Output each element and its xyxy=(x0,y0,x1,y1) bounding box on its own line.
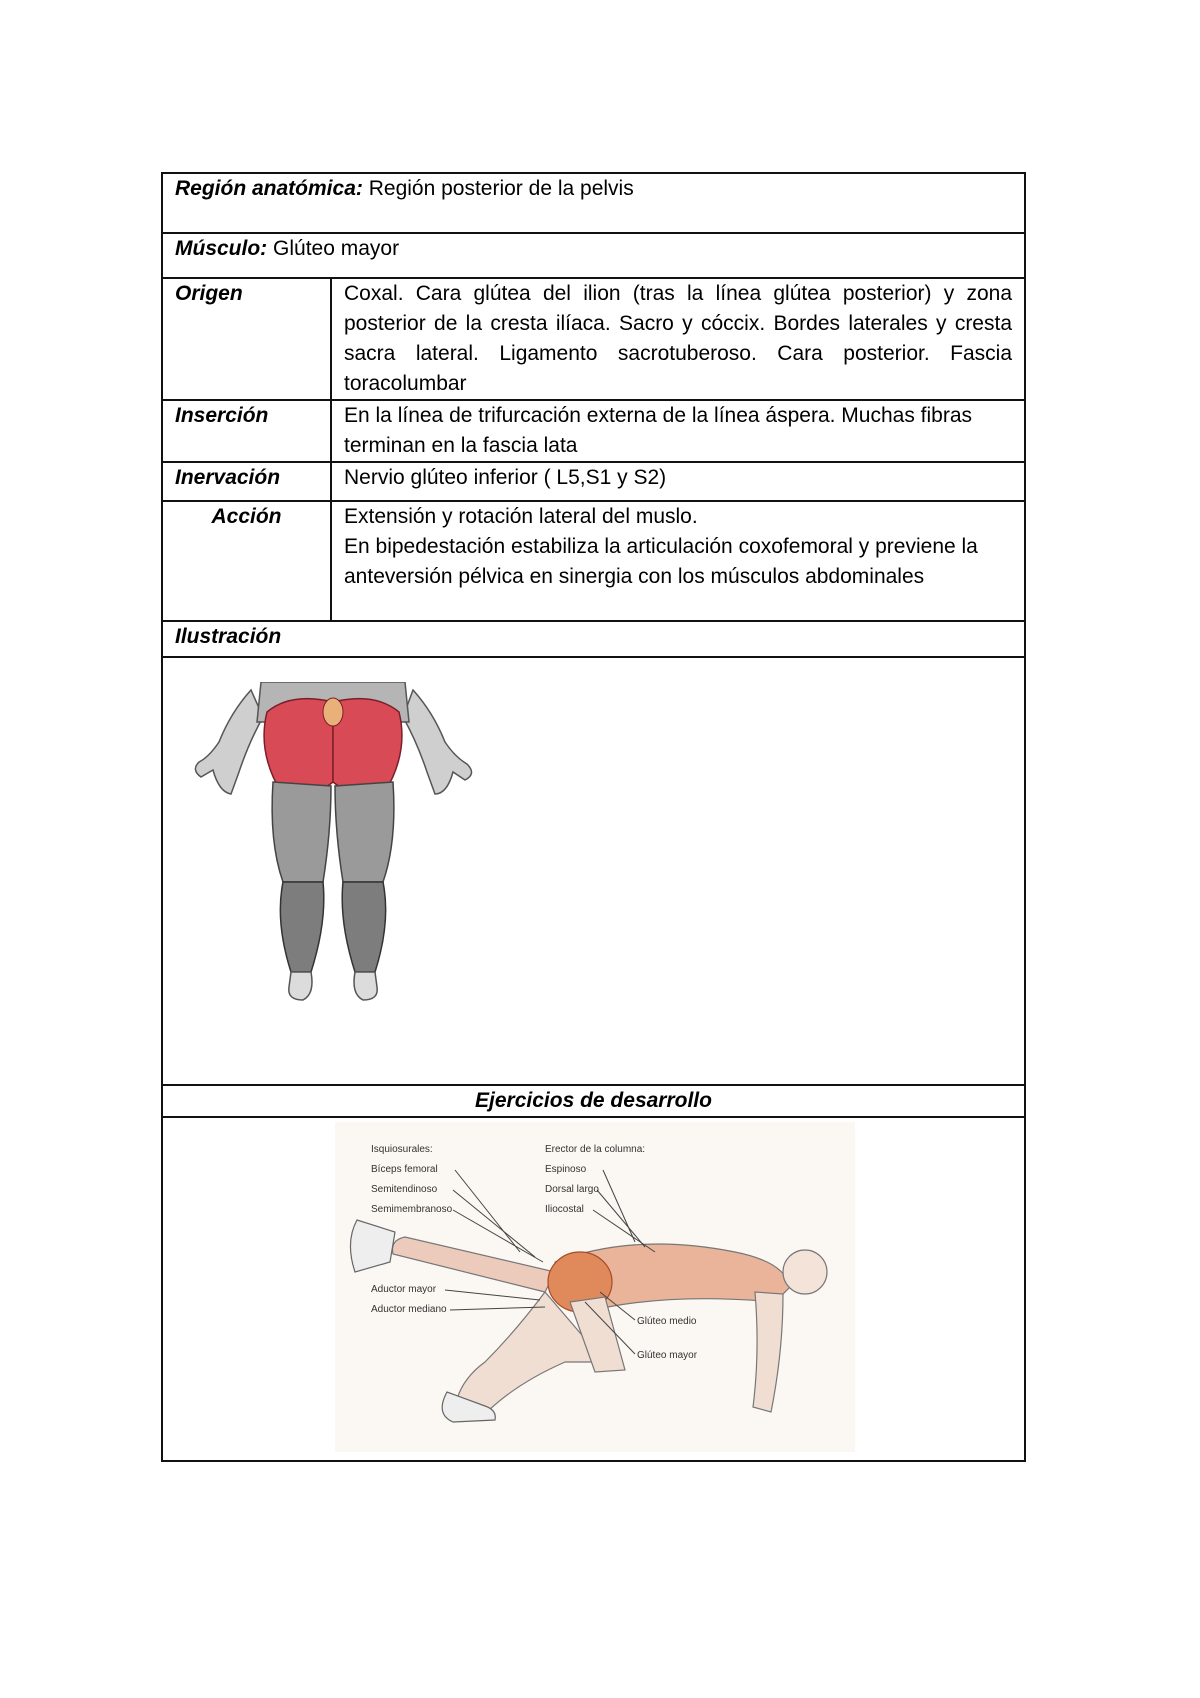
region-label: Región anatómica: xyxy=(175,177,363,200)
inervacion-label: Inervación xyxy=(162,462,331,501)
origen-label: Origen xyxy=(162,278,331,400)
accion-row xyxy=(162,501,1025,621)
label-aductor-mayor: Aductor mayor xyxy=(371,1284,437,1295)
left-foot xyxy=(289,972,312,1000)
muscle-sheet-table xyxy=(161,172,1026,1462)
musculo-row xyxy=(162,233,1025,278)
label-aductor-mediano: Aductor mediano xyxy=(371,1304,447,1315)
left-calf xyxy=(280,882,323,972)
exercise-row xyxy=(162,1117,1025,1461)
insercion-value: En la línea de trifurcación externa de la línea áspera. Muchas fibras terminan en la fascia lata xyxy=(331,400,1025,462)
illustration-row xyxy=(162,657,1025,1085)
label-iliocostal: Iliocostal xyxy=(545,1204,584,1215)
label-dorsal-largo: Dorsal largo xyxy=(545,1184,599,1195)
label-erector: Erector de la columna: xyxy=(545,1144,646,1155)
accion-line-1: Extensión y rotación lateral del muslo. xyxy=(344,505,698,528)
label-isquiosurales: Isquiosurales: xyxy=(371,1144,433,1155)
right-arm xyxy=(403,690,472,794)
label-semimembranoso: Semimembranoso xyxy=(371,1204,453,1215)
inervacion-value: Nervio glúteo inferior ( L5,S1 y S2) xyxy=(331,462,1025,501)
ilustracion-row xyxy=(162,621,1025,657)
label-semitendinoso: Semitendinoso xyxy=(371,1184,438,1195)
region-value: Región posterior de la pelvis xyxy=(368,177,634,200)
left-arm xyxy=(195,690,263,794)
label-gluteo-medio: Glúteo medio xyxy=(637,1316,697,1327)
ejercicios-row xyxy=(162,1085,1025,1117)
accion-label: Acción xyxy=(162,501,331,621)
origen-value: Coxal. Cara glútea del ilion (tras la línea glútea posterior) y zona posterior de la cresta ilíaca. Sacro y cóccix. Bordes laterales y cresta sacra lateral. Ligamento sacrotuberoso. Cara posterior. Fascia toracolumbar xyxy=(331,278,1025,400)
exercise-illustration xyxy=(335,1122,855,1452)
ilustracion-label: Ilustración xyxy=(162,621,1025,657)
musculo-value: Glúteo mayor xyxy=(273,237,400,260)
inervacion-row xyxy=(162,462,1025,501)
label-espinoso: Espinoso xyxy=(545,1164,587,1175)
ejercicios-label: Ejercicios de desarrollo xyxy=(162,1085,1025,1117)
insercion-label: Inserción xyxy=(162,400,331,462)
right-foot xyxy=(354,972,377,1000)
region-row xyxy=(162,173,1025,233)
head xyxy=(783,1250,827,1294)
sacrum xyxy=(323,698,343,726)
insercion-row xyxy=(162,400,1025,462)
accion-line-2: En bipedestación estabiliza la articulación coxofemoral y previene la anteversión pélvica en sinergia con los músculos abdominales xyxy=(344,535,978,588)
label-biceps-femoral: Bíceps femoral xyxy=(371,1164,438,1175)
musculo-label: Músculo: xyxy=(175,237,268,260)
right-calf xyxy=(342,882,385,972)
right-thigh xyxy=(335,782,394,882)
origen-row xyxy=(162,278,1025,400)
label-gluteo-mayor: Glúteo mayor xyxy=(637,1350,698,1361)
gluteus-posterior-illustration xyxy=(191,682,481,1012)
left-thigh xyxy=(272,782,331,882)
